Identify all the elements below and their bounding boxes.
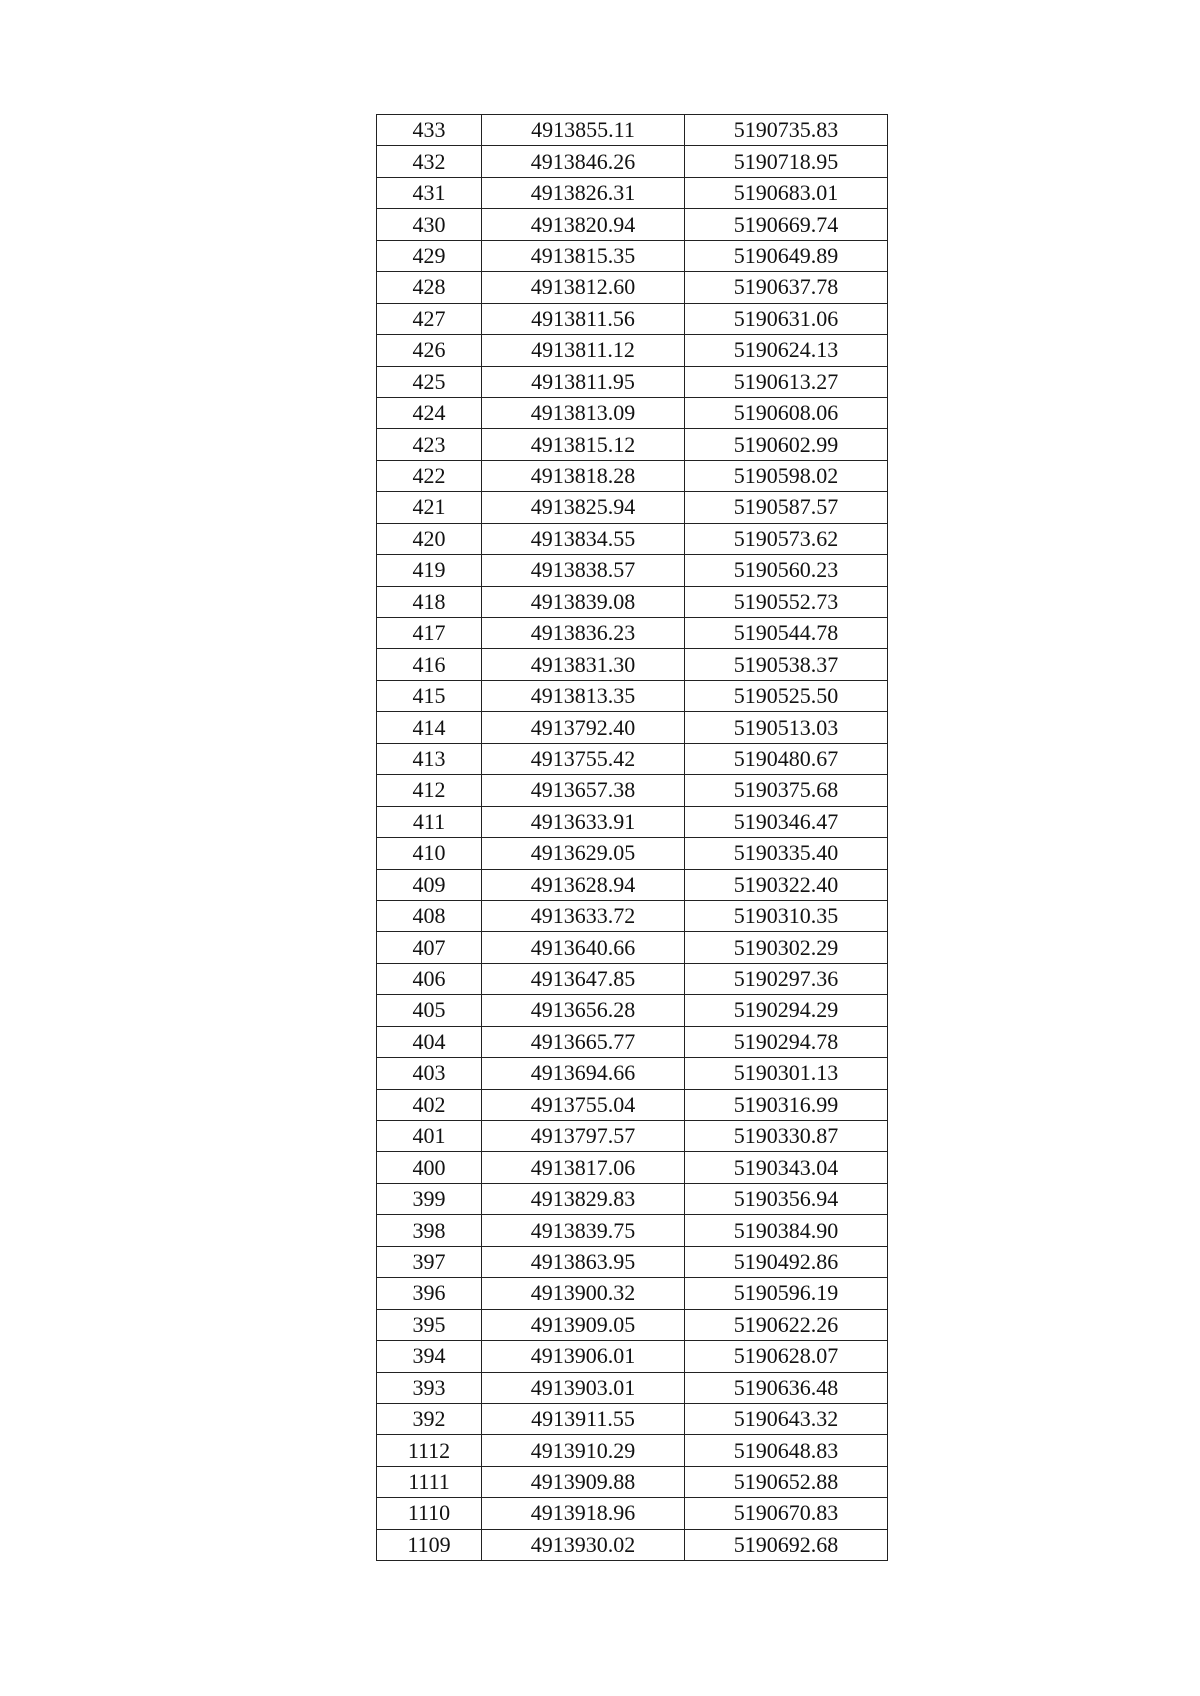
y-coordinate-cell: 5190735.83 <box>685 115 888 146</box>
point-number-cell: 406 <box>377 963 482 994</box>
y-coordinate-cell: 5190384.90 <box>685 1215 888 1246</box>
table-row <box>377 775 888 806</box>
x-coordinate-cell: 4913813.09 <box>482 397 685 428</box>
y-coordinate-cell: 5190302.29 <box>685 932 888 963</box>
point-number-cell: 428 <box>377 272 482 303</box>
y-coordinate-cell: 5190643.32 <box>685 1403 888 1434</box>
table-row <box>377 335 888 366</box>
table-row <box>377 1435 888 1466</box>
y-coordinate-cell: 5190343.04 <box>685 1152 888 1183</box>
table-row <box>377 1089 888 1120</box>
x-coordinate-cell: 4913755.42 <box>482 743 685 774</box>
table-row <box>377 1278 888 1309</box>
point-number-cell: 416 <box>377 649 482 680</box>
table-row <box>377 1309 888 1340</box>
y-coordinate-cell: 5190718.95 <box>685 146 888 177</box>
table-row <box>377 618 888 649</box>
coordinate-table-body <box>377 115 888 1561</box>
y-coordinate-cell: 5190322.40 <box>685 869 888 900</box>
x-coordinate-cell: 4913628.94 <box>482 869 685 900</box>
y-coordinate-cell: 5190649.89 <box>685 240 888 271</box>
table-row <box>377 460 888 491</box>
point-number-cell: 393 <box>377 1372 482 1403</box>
point-number-cell: 422 <box>377 460 482 491</box>
y-coordinate-cell: 5190480.67 <box>685 743 888 774</box>
point-number-cell: 403 <box>377 1058 482 1089</box>
point-number-cell: 395 <box>377 1309 482 1340</box>
point-number-cell: 430 <box>377 209 482 240</box>
table-row <box>377 586 888 617</box>
table-row <box>377 1152 888 1183</box>
x-coordinate-cell: 4913831.30 <box>482 649 685 680</box>
table-row <box>377 1121 888 1152</box>
y-coordinate-cell: 5190356.94 <box>685 1183 888 1214</box>
table-row <box>377 1246 888 1277</box>
table-row <box>377 397 888 428</box>
point-number-cell: 413 <box>377 743 482 774</box>
table-row <box>377 303 888 334</box>
x-coordinate-cell: 4913903.01 <box>482 1372 685 1403</box>
y-coordinate-cell: 5190573.62 <box>685 523 888 554</box>
point-number-cell: 417 <box>377 618 482 649</box>
table-row <box>377 240 888 271</box>
table-row <box>377 1466 888 1497</box>
table-row <box>377 177 888 208</box>
table-row <box>377 963 888 994</box>
point-number-cell: 398 <box>377 1215 482 1246</box>
table-row <box>377 366 888 397</box>
x-coordinate-cell: 4913633.72 <box>482 900 685 931</box>
point-number-cell: 412 <box>377 775 482 806</box>
table-row <box>377 743 888 774</box>
x-coordinate-cell: 4913826.31 <box>482 177 685 208</box>
x-coordinate-cell: 4913813.35 <box>482 680 685 711</box>
y-coordinate-cell: 5190622.26 <box>685 1309 888 1340</box>
y-coordinate-cell: 5190631.06 <box>685 303 888 334</box>
x-coordinate-cell: 4913817.06 <box>482 1152 685 1183</box>
y-coordinate-cell: 5190544.78 <box>685 618 888 649</box>
table-row <box>377 209 888 240</box>
y-coordinate-cell: 5190552.73 <box>685 586 888 617</box>
x-coordinate-cell: 4913909.88 <box>482 1466 685 1497</box>
point-number-cell: 433 <box>377 115 482 146</box>
point-number-cell: 400 <box>377 1152 482 1183</box>
y-coordinate-cell: 5190602.99 <box>685 429 888 460</box>
x-coordinate-cell: 4913863.95 <box>482 1246 685 1277</box>
y-coordinate-cell: 5190297.36 <box>685 963 888 994</box>
point-number-cell: 420 <box>377 523 482 554</box>
x-coordinate-cell: 4913811.95 <box>482 366 685 397</box>
point-number-cell: 418 <box>377 586 482 617</box>
table-row <box>377 1341 888 1372</box>
x-coordinate-cell: 4913839.75 <box>482 1215 685 1246</box>
table-row <box>377 1529 888 1560</box>
y-coordinate-cell: 5190637.78 <box>685 272 888 303</box>
point-number-cell: 407 <box>377 932 482 963</box>
y-coordinate-cell: 5190560.23 <box>685 555 888 586</box>
table-row <box>377 995 888 1026</box>
x-coordinate-cell: 4913910.29 <box>482 1435 685 1466</box>
x-coordinate-cell: 4913647.85 <box>482 963 685 994</box>
x-coordinate-cell: 4913900.32 <box>482 1278 685 1309</box>
point-number-cell: 414 <box>377 712 482 743</box>
table-row <box>377 838 888 869</box>
table-row <box>377 1215 888 1246</box>
y-coordinate-cell: 5190683.01 <box>685 177 888 208</box>
y-coordinate-cell: 5190613.27 <box>685 366 888 397</box>
table-row <box>377 712 888 743</box>
y-coordinate-cell: 5190513.03 <box>685 712 888 743</box>
point-number-cell: 425 <box>377 366 482 397</box>
y-coordinate-cell: 5190670.83 <box>685 1498 888 1529</box>
y-coordinate-cell: 5190596.19 <box>685 1278 888 1309</box>
table-row <box>377 1183 888 1214</box>
table-row <box>377 146 888 177</box>
y-coordinate-cell: 5190598.02 <box>685 460 888 491</box>
y-coordinate-cell: 5190608.06 <box>685 397 888 428</box>
point-number-cell: 426 <box>377 335 482 366</box>
y-coordinate-cell: 5190330.87 <box>685 1121 888 1152</box>
x-coordinate-cell: 4913906.01 <box>482 1341 685 1372</box>
point-number-cell: 429 <box>377 240 482 271</box>
point-number-cell: 1109 <box>377 1529 482 1560</box>
y-coordinate-cell: 5190636.48 <box>685 1372 888 1403</box>
y-coordinate-cell: 5190301.13 <box>685 1058 888 1089</box>
table-row <box>377 1372 888 1403</box>
point-number-cell: 419 <box>377 555 482 586</box>
table-row <box>377 932 888 963</box>
y-coordinate-cell: 5190628.07 <box>685 1341 888 1372</box>
point-number-cell: 409 <box>377 869 482 900</box>
table-row <box>377 272 888 303</box>
x-coordinate-cell: 4913834.55 <box>482 523 685 554</box>
y-coordinate-cell: 5190492.86 <box>685 1246 888 1277</box>
y-coordinate-cell: 5190587.57 <box>685 492 888 523</box>
point-number-cell: 404 <box>377 1026 482 1057</box>
point-number-cell: 431 <box>377 177 482 208</box>
point-number-cell: 432 <box>377 146 482 177</box>
y-coordinate-cell: 5190652.88 <box>685 1466 888 1497</box>
y-coordinate-cell: 5190538.37 <box>685 649 888 680</box>
table-row <box>377 555 888 586</box>
x-coordinate-cell: 4913797.57 <box>482 1121 685 1152</box>
point-number-cell: 415 <box>377 680 482 711</box>
x-coordinate-cell: 4913855.11 <box>482 115 685 146</box>
y-coordinate-cell: 5190294.78 <box>685 1026 888 1057</box>
x-coordinate-cell: 4913811.56 <box>482 303 685 334</box>
x-coordinate-cell: 4913838.57 <box>482 555 685 586</box>
point-number-cell: 392 <box>377 1403 482 1434</box>
point-number-cell: 423 <box>377 429 482 460</box>
point-number-cell: 427 <box>377 303 482 334</box>
x-coordinate-cell: 4913846.26 <box>482 146 685 177</box>
x-coordinate-cell: 4913812.60 <box>482 272 685 303</box>
point-number-cell: 1110 <box>377 1498 482 1529</box>
x-coordinate-cell: 4913930.02 <box>482 1529 685 1560</box>
x-coordinate-cell: 4913755.04 <box>482 1089 685 1120</box>
x-coordinate-cell: 4913665.77 <box>482 1026 685 1057</box>
x-coordinate-cell: 4913811.12 <box>482 335 685 366</box>
x-coordinate-cell: 4913909.05 <box>482 1309 685 1340</box>
table-row <box>377 492 888 523</box>
x-coordinate-cell: 4913633.91 <box>482 806 685 837</box>
point-number-cell: 408 <box>377 900 482 931</box>
x-coordinate-cell: 4913815.35 <box>482 240 685 271</box>
table-row <box>377 680 888 711</box>
table-row <box>377 115 888 146</box>
y-coordinate-cell: 5190624.13 <box>685 335 888 366</box>
point-number-cell: 410 <box>377 838 482 869</box>
x-coordinate-cell: 4913656.28 <box>482 995 685 1026</box>
y-coordinate-cell: 5190525.50 <box>685 680 888 711</box>
point-number-cell: 402 <box>377 1089 482 1120</box>
x-coordinate-cell: 4913829.83 <box>482 1183 685 1214</box>
table-row <box>377 1058 888 1089</box>
x-coordinate-cell: 4913825.94 <box>482 492 685 523</box>
y-coordinate-cell: 5190316.99 <box>685 1089 888 1120</box>
point-number-cell: 421 <box>377 492 482 523</box>
y-coordinate-cell: 5190375.68 <box>685 775 888 806</box>
y-coordinate-cell: 5190346.47 <box>685 806 888 837</box>
x-coordinate-cell: 4913839.08 <box>482 586 685 617</box>
point-number-cell: 401 <box>377 1121 482 1152</box>
x-coordinate-cell: 4913918.96 <box>482 1498 685 1529</box>
table-row <box>377 1026 888 1057</box>
x-coordinate-cell: 4913792.40 <box>482 712 685 743</box>
table-row <box>377 429 888 460</box>
point-number-cell: 396 <box>377 1278 482 1309</box>
y-coordinate-cell: 5190669.74 <box>685 209 888 240</box>
x-coordinate-cell: 4913836.23 <box>482 618 685 649</box>
table-row <box>377 1403 888 1434</box>
point-number-cell: 1112 <box>377 1435 482 1466</box>
table-row <box>377 1498 888 1529</box>
table-row <box>377 806 888 837</box>
y-coordinate-cell: 5190692.68 <box>685 1529 888 1560</box>
point-number-cell: 399 <box>377 1183 482 1214</box>
table-row <box>377 869 888 900</box>
point-number-cell: 1111 <box>377 1466 482 1497</box>
table-row <box>377 523 888 554</box>
y-coordinate-cell: 5190294.29 <box>685 995 888 1026</box>
y-coordinate-cell: 5190648.83 <box>685 1435 888 1466</box>
point-number-cell: 394 <box>377 1341 482 1372</box>
point-number-cell: 405 <box>377 995 482 1026</box>
y-coordinate-cell: 5190335.40 <box>685 838 888 869</box>
x-coordinate-cell: 4913820.94 <box>482 209 685 240</box>
point-number-cell: 397 <box>377 1246 482 1277</box>
x-coordinate-cell: 4913694.66 <box>482 1058 685 1089</box>
x-coordinate-cell: 4913657.38 <box>482 775 685 806</box>
point-number-cell: 411 <box>377 806 482 837</box>
y-coordinate-cell: 5190310.35 <box>685 900 888 931</box>
x-coordinate-cell: 4913911.55 <box>482 1403 685 1434</box>
x-coordinate-cell: 4913815.12 <box>482 429 685 460</box>
point-number-cell: 424 <box>377 397 482 428</box>
x-coordinate-cell: 4913629.05 <box>482 838 685 869</box>
x-coordinate-cell: 4913818.28 <box>482 460 685 491</box>
table-row <box>377 649 888 680</box>
coordinate-table <box>376 114 888 1561</box>
x-coordinate-cell: 4913640.66 <box>482 932 685 963</box>
table-row <box>377 900 888 931</box>
